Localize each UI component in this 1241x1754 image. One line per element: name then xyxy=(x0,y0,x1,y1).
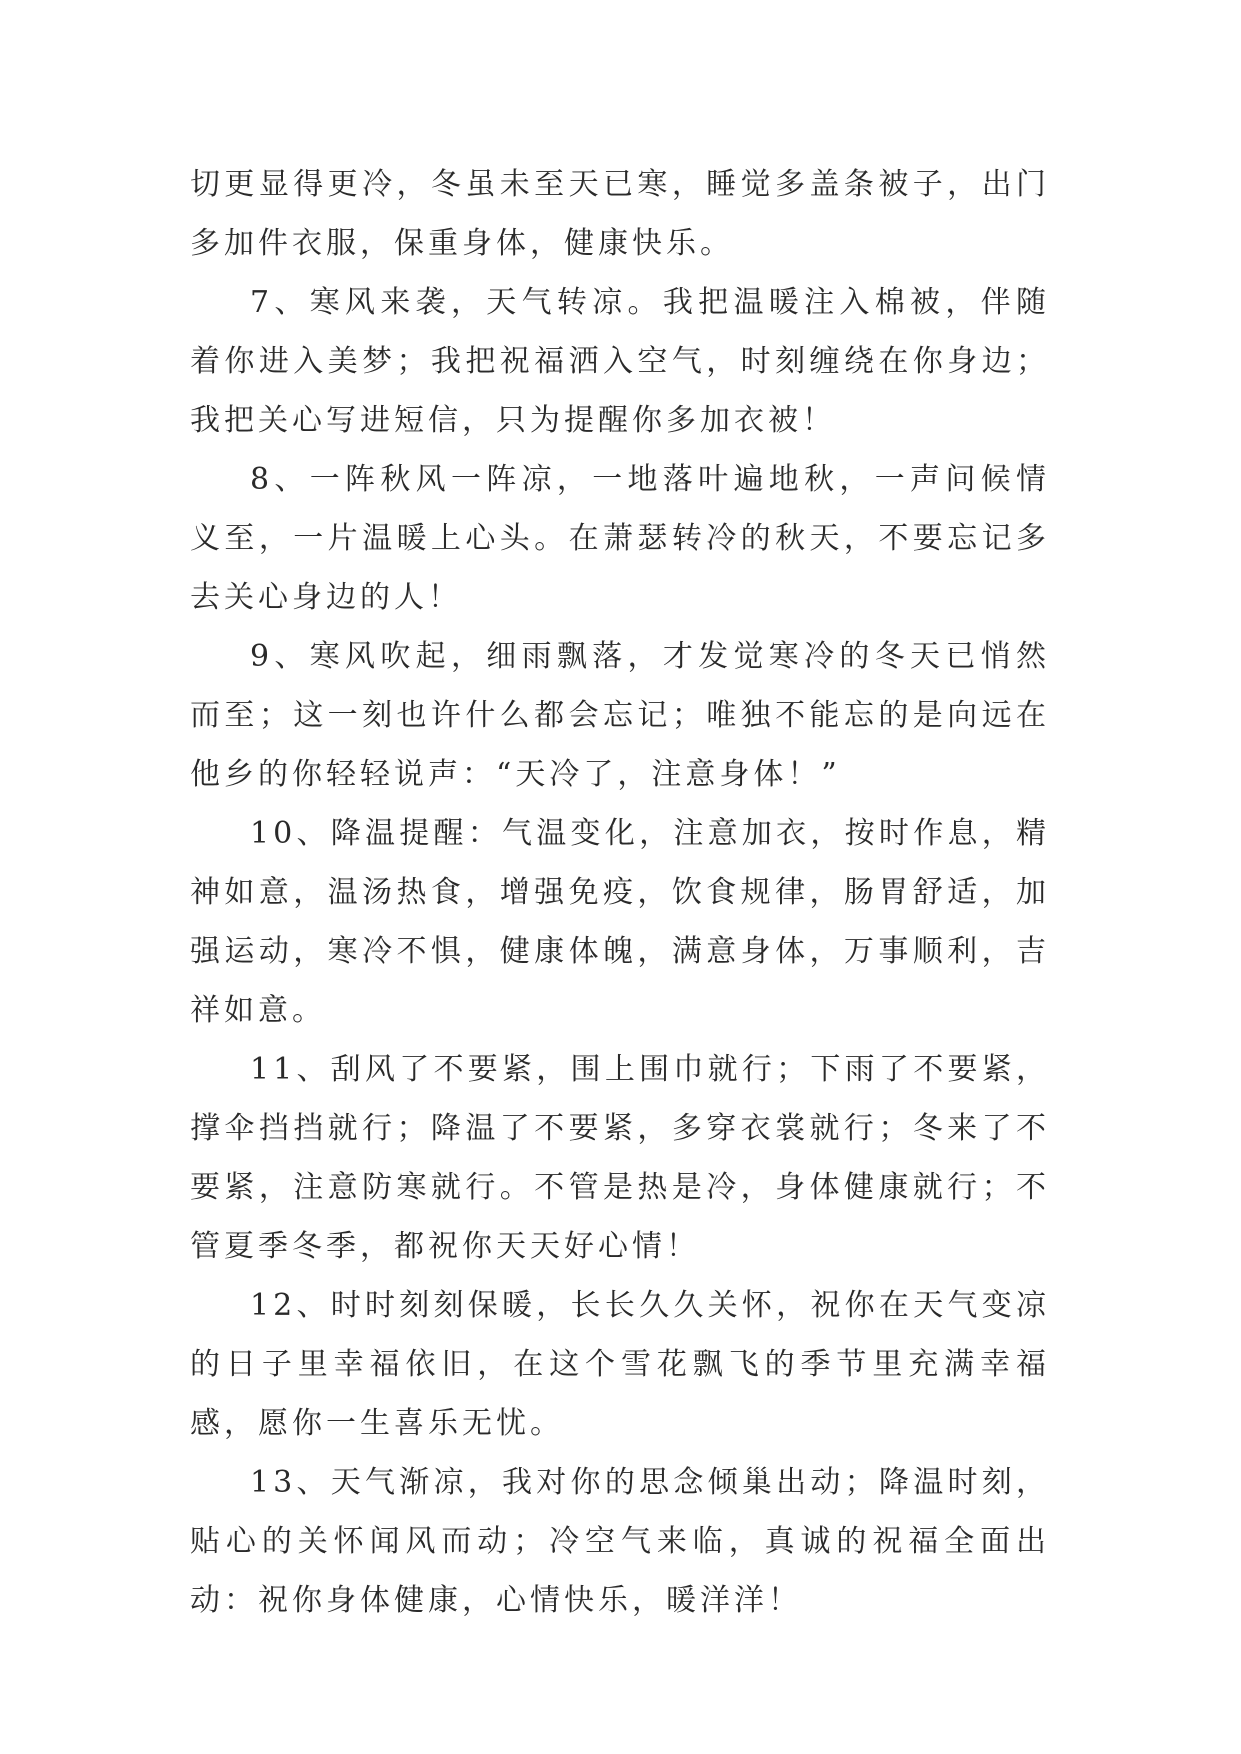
document-page xyxy=(190,155,1050,1630)
paragraph-continuation: 切更显得更冷，冬虽未至天已寒，睡觉多盖条被子，出门多加件衣服，保重身体，健康快乐。 xyxy=(190,167,1050,261)
paragraph-9: 9、寒风吹起，细雨飘落，才发觉寒冷的冬天已悄然而至；这一刻也许什么都会忘记；唯独不能忘的是向远在他乡的你轻轻说声：“天冷了，注意身体！” xyxy=(190,639,1050,792)
paragraph-10: 10、降温提醒：气温变化，注意加衣，按时作息，精神如意，温汤热食，增强免疫，饮食规律，肠胃舒适，加强运动，寒冷不惧，健康体魄，满意身体，万事顺利，吉祥如意。 xyxy=(190,816,1050,1028)
paragraph-7: 7、寒风来袭，天气转凉。我把温暖注入棉被，伴随着你进入美梦；我把祝福洒入空气，时刻缠绕在你身边；我把关心写进短信，只为提醒你多加衣被！ xyxy=(190,285,1050,438)
paragraph-13: 13、天气渐凉，我对你的思念倾巢出动；降温时刻，贴心的关怀闻风而动；冷空气来临，真诚的祝福全面出动：祝你身体健康，心情快乐，暖洋洋！ xyxy=(190,1465,1050,1618)
paragraph-8: 8、一阵秋风一阵凉，一地落叶遍地秋，一声问候情义至，一片温暖上心头。在萧瑟转冷的秋天，不要忘记多去关心身边的人！ xyxy=(190,462,1050,615)
paragraph-12: 12、时时刻刻保暖，长长久久关怀，祝你在天气变凉的日子里幸福依旧，在这个雪花飘飞的季节里充满幸福感，愿你一生喜乐无忧。 xyxy=(190,1288,1050,1441)
paragraph-11: 11、刮风了不要紧，围上围巾就行；下雨了不要紧，撑伞挡挡就行；降温了不要紧，多穿衣裳就行；冬来了不要紧，注意防寒就行。不管是热是冷，身体健康就行；不管夏季冬季，都祝你天天好心情！ xyxy=(190,1052,1050,1264)
